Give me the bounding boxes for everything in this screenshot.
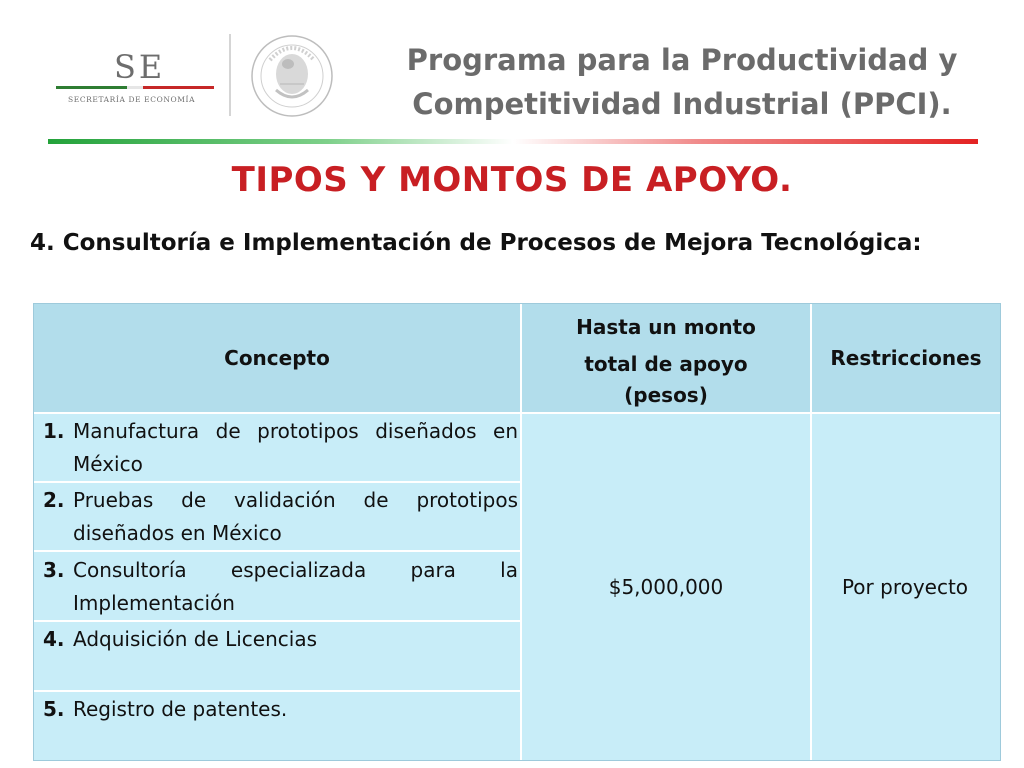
header-title-line-2: Competitividad Industrial (PPCI). — [412, 87, 952, 121]
se-logo-tricolor-line — [56, 86, 214, 89]
table-row — [36, 484, 520, 550]
header-concepto — [34, 304, 520, 412]
section-title: TIPOS Y MONTOS DE APOYO. — [231, 160, 793, 200]
header-title-line-1: Programa para la Productividad y — [406, 43, 958, 77]
subtitle: 4. Consultoría e Implementación de Procesos de Mejora Tecnológica: — [30, 230, 922, 256]
header-divider — [48, 139, 978, 144]
row-concept: Pruebas de validación de prototipos diseñados en México — [73, 488, 518, 545]
table-row — [36, 623, 520, 656]
row-concept: Adquisición de Licencias — [73, 627, 318, 651]
restriction-value: Por proyecto — [841, 575, 969, 599]
header-monto-line-3: (pesos) — [624, 383, 708, 407]
row-concept: Registro de patentes. — [73, 697, 288, 721]
table-row-divider-2 — [34, 550, 520, 552]
row-number: 3. — [43, 558, 65, 582]
table-row-divider-3 — [34, 620, 520, 622]
header-concepto-label: Concepto — [224, 346, 330, 370]
header-monto-line-1: Hasta un monto — [576, 315, 756, 339]
table-row — [36, 415, 520, 481]
table-row — [36, 554, 520, 620]
se-logo — [52, 48, 217, 110]
logo-divider — [229, 34, 231, 116]
page-header-title — [352, 38, 1012, 126]
se-logo-subtitle: SECRETARÍA DE ECONOMÍA — [68, 95, 196, 104]
row-number: 5. — [43, 697, 65, 721]
national-seal-icon — [250, 34, 334, 118]
table-row-divider-1 — [34, 481, 520, 483]
support-amount: $5,000,000 — [608, 575, 724, 599]
row-concept: Consultoría especializada para la Implementación — [73, 558, 518, 615]
header-monto — [522, 304, 810, 412]
support-table — [33, 303, 1001, 761]
table-row-divider-4 — [34, 690, 520, 692]
row-concept: Manufactura de prototipos diseñados en México — [73, 419, 518, 476]
row-number: 1. — [43, 419, 65, 443]
header-restricciones — [812, 304, 1000, 412]
table-row — [36, 693, 520, 726]
header-monto-line-2: total de apoyo — [584, 352, 748, 376]
se-logo-letters: SE — [114, 48, 166, 86]
header-restricciones-label: Restricciones — [830, 346, 982, 370]
row-number: 2. — [43, 488, 65, 512]
row-number: 4. — [43, 627, 65, 651]
